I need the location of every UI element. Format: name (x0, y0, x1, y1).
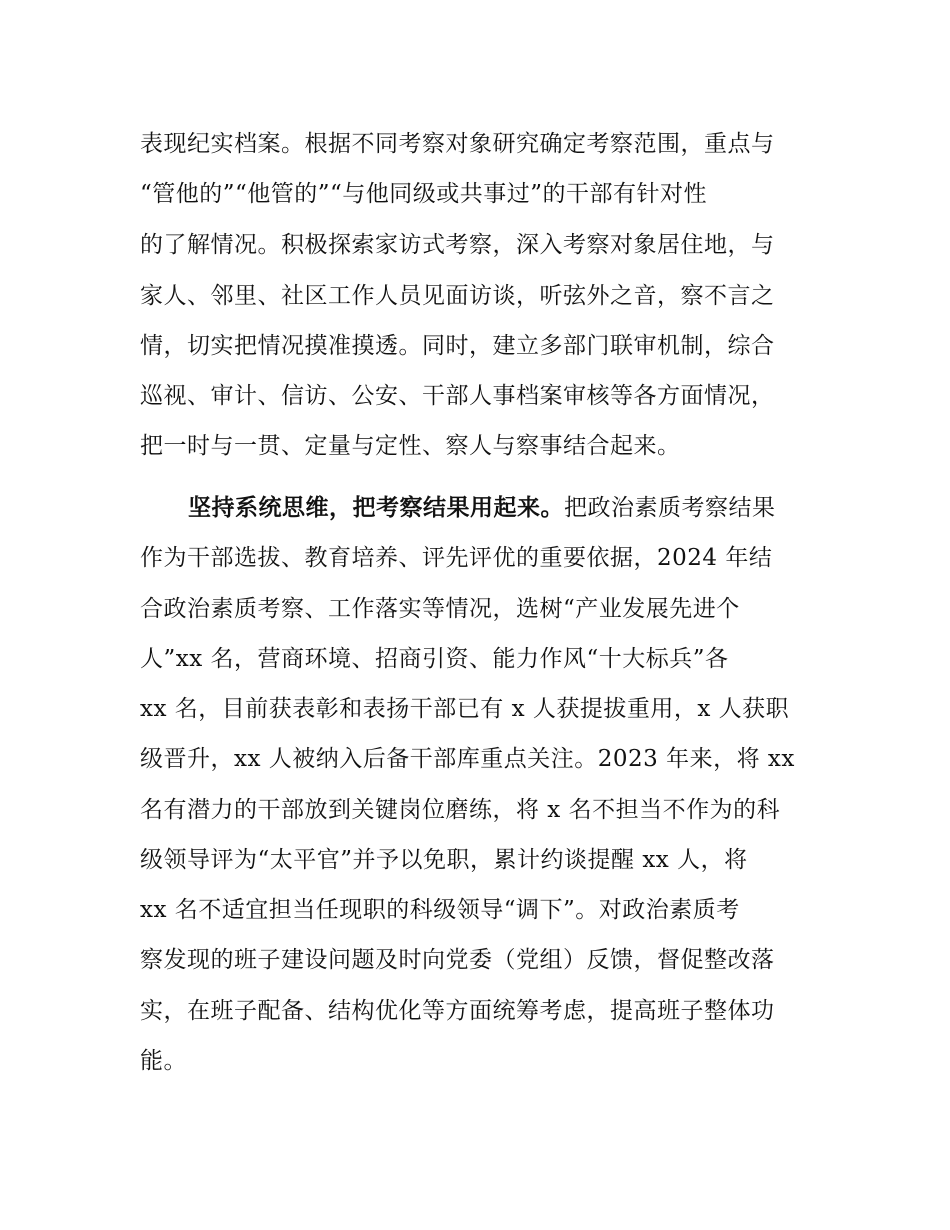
paragraph-1-line-6: 巡视、审计、信访、公安、干部人事档案审核等各方面情况， (140, 383, 775, 409)
paragraph-2-line-9: xx 名不适宜担当任现职的科级领导“调下”。对政治素质考 (140, 897, 740, 923)
paragraph-2-line-10: 察发现的班子建设问题及时向党委（党组）反馈，督促整改落 (140, 947, 775, 973)
paragraph-2-line-7: 名有潜力的干部放到关键岗位磨练，将 x 名不担当不作为的科 (140, 797, 781, 823)
paragraph-1-line-1: 表现纪实档案。根据不同考察对象研究确定考察范围，重点与 (140, 131, 775, 157)
paragraph-2-line-8: 级领导评为“太平官”并予以免职，累计约谈提醒 xx 人，将 (140, 847, 748, 873)
paragraph-2-line-2: 作为干部选拔、教育培养、评先评优的重要依据，2024 年结 (140, 545, 773, 571)
paragraph-2-line-1-rest: 把政治素质考察结果 (564, 495, 776, 521)
paragraph-2-line-5: xx 名，目前获表彰和表扬干部已有 x 人获提拔重用，x 人获职 (140, 696, 790, 722)
paragraph-2-line-12: 能。 (140, 1048, 187, 1074)
paragraph-2-line-1 (140, 488, 820, 528)
paragraph-2-line-4: 人”xx 名，营商环境、招商引资、能力作风“十大标兵”各 (140, 646, 729, 672)
paragraph-2-line-3: 合政治素质考察、工作落实等情况，选树“产业发展先进个 (140, 596, 740, 622)
paragraph-1-line-7: 把一时与一贯、定量与定性、察人与察事结合起来。 (140, 433, 681, 459)
paragraph-1-line-3: 的了解情况。积极探索家访式考察，深入考察对象居住地，与 (140, 232, 775, 258)
paragraph-2-line-6: 级晋升，xx 人被纳入后备干部库重点关注。2023 年来，将 xx (140, 746, 795, 772)
paragraph-1-line-4: 家人、邻里、社区工作人员见面访谈，听弦外之音，察不言之 (140, 283, 775, 309)
paragraph-2-line-11: 实，在班子配备、结构优化等方面统筹考虑，提高班子整体功 (140, 998, 775, 1024)
paragraph-1-line-5: 情，切实把情况摸准摸透。同时，建立多部门联审机制，综合 (140, 333, 775, 359)
paragraph-1-line-2: “管他的”“他管的”“与他同级或共事过”的干部有针对性 (140, 181, 708, 207)
paragraph-2-heading: 坚持系统思维，把考察结果用起来。 (188, 495, 564, 521)
